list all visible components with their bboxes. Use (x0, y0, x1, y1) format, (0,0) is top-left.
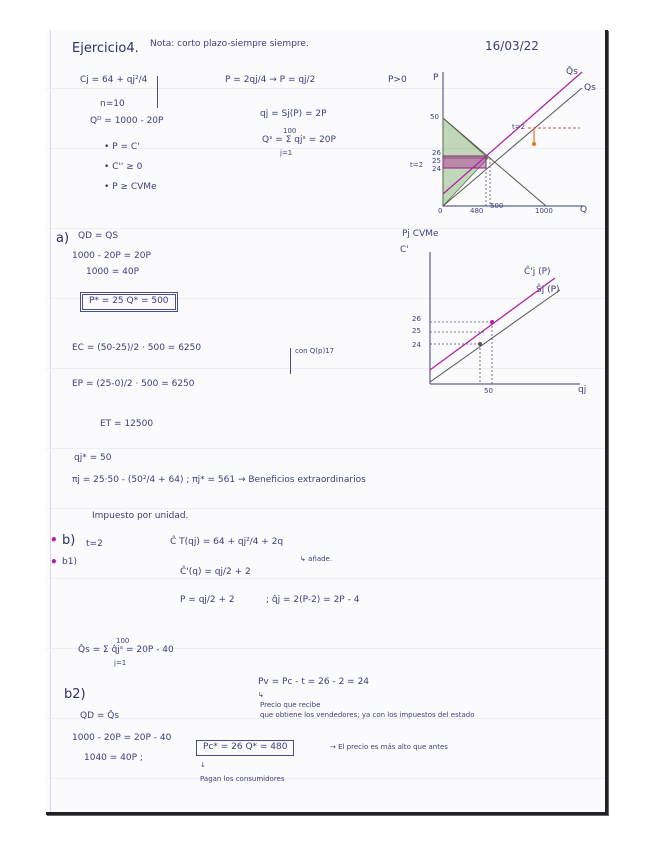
chart2-y-label: Pj CVMe (402, 229, 439, 239)
date-text: 16/03/22 (485, 39, 539, 53)
marginal-cost-line (430, 290, 560, 382)
part-a-eq2: 1000 - 20P = 20P (72, 251, 151, 261)
firm-profit: πj = 25·50 - (50²/4 + 64) ; πj* = 561 → Beneficios extraordinarios (72, 475, 366, 485)
part-b-title: Impuesto por unidad. (92, 511, 189, 521)
part-a-eq3: 1000 = 40P (86, 267, 140, 277)
cost-function: Cj = 64 + qj²/4 (80, 76, 158, 108)
tick-25: 25 (412, 327, 421, 335)
supply-with-tax: ; q̂j = 2(P-2) = 2P - 4 (266, 595, 360, 605)
seller-note-1: Precio que recibe (260, 701, 321, 709)
tick-0: 0 (438, 207, 443, 215)
exercise-title: Ejercicio4. (72, 41, 139, 56)
label-supply-j: Ŝj (P) (536, 285, 560, 295)
tick-25: 25 (432, 157, 441, 165)
price-rule: P = 2qj/4 → P = qj/2 (225, 75, 316, 85)
tick-26: 26 (432, 149, 441, 157)
chart2-y-label-2: C' (400, 245, 409, 255)
paid-by-consumers: Pagan los consumidores (200, 775, 285, 783)
bullet-b1: • (50, 555, 58, 569)
tick-1000: 1000 (535, 207, 553, 215)
market-supply: Qˢ = Σ qjˢ = 20P (262, 135, 336, 145)
label-t-right: t=2 (512, 123, 526, 131)
tick-500: 500 (490, 202, 504, 210)
part-a-eq1: QD = QS (78, 231, 119, 241)
market-supply-tax: Q̂s = Σ q̂jˢ = 20P - 40 (78, 645, 174, 655)
condition-3: • P ≥ CVMe (104, 182, 157, 192)
sum-upper-b: 100 (116, 637, 130, 645)
price-positive: P>0 (388, 75, 407, 85)
sum-lower-b: j=1 (114, 659, 127, 667)
cost-note: ↳ añade. (300, 555, 333, 563)
part-b2-eq1: QD = Q̂s (80, 711, 120, 721)
price-comment: → El precio es más alto que antes (330, 743, 448, 751)
part-a-result: P* = 25 Q* = 500 (80, 292, 178, 312)
part-b1-label: b1) (62, 557, 77, 567)
tick-24: 24 (432, 165, 441, 173)
seller-price: Pv = Pc - t = 26 - 2 = 24 (258, 677, 370, 687)
part-b-label: b) (62, 533, 76, 548)
individual-supply: qj = Sj(P) = 2P (260, 109, 327, 119)
consumer-surplus: EC = (50-25)/2 · 500 = 6250 (72, 343, 202, 353)
firm-quantity: qj* = 50 (74, 453, 112, 463)
part-b2-label: b2) (64, 687, 86, 702)
surplus-note: con Q(p)17 (290, 348, 334, 374)
condition-2: • C'' ≥ 0 (104, 162, 143, 172)
demand-function: Qᴰ = 1000 - 20P (90, 116, 164, 126)
tick-24: 24 (412, 341, 421, 349)
price-with-tax: P = qj/2 + 2 (180, 595, 235, 605)
down-arrow: ↓ (200, 761, 206, 769)
label-qs-hat: Q̂s (566, 67, 578, 77)
part-b2-eq3: 1040 = 40P ; (84, 753, 143, 763)
part-a-label: a) (56, 231, 70, 246)
tick-50: 50 (430, 113, 439, 121)
sum-lower: j=1 (280, 149, 293, 157)
seller-arrow: ↳ (258, 691, 264, 699)
marginal-cost-tax: Ĉ'(q) = qj/2 + 2 (180, 567, 251, 577)
bullet-b: • (50, 533, 58, 547)
label-t: t=2 (410, 161, 424, 169)
tick-480: 480 (470, 207, 484, 215)
tick-50: 50 (484, 387, 493, 395)
part-b2-eq2: 1000 - 20P = 20P - 40 (72, 733, 172, 743)
cost-with-tax: Ĉ T(qj) = 64 + qj²/4 + 2q (170, 537, 284, 547)
part-b2-result: Pc* = 26 Q* = 480 (196, 740, 294, 756)
label-cost-tax: Ĉ'j (P) (524, 267, 551, 277)
seller-note-2: que obtiene los vendedores; ya con los impuestos del estado (260, 711, 475, 719)
tick-26: 26 (412, 315, 421, 323)
point-marker (490, 320, 494, 324)
chart-x-label: Q (580, 205, 588, 215)
firm-count: n=10 (100, 99, 125, 109)
producer-surplus: EP = (25-0)/2 · 500 = 6250 (72, 379, 195, 389)
chart-y-label: P (433, 73, 439, 83)
note-text: Nota: corto plazo-siempre siempre. (150, 39, 309, 49)
sum-upper: 100 (283, 127, 297, 135)
condition-1: • P = C' (104, 142, 140, 152)
label-qs: Qs (584, 83, 596, 93)
tax-value: t=2 (86, 539, 103, 549)
total-surplus: ET = 12500 (100, 419, 154, 429)
chart2-x-label: qj (578, 385, 587, 395)
point-marker (478, 342, 482, 346)
